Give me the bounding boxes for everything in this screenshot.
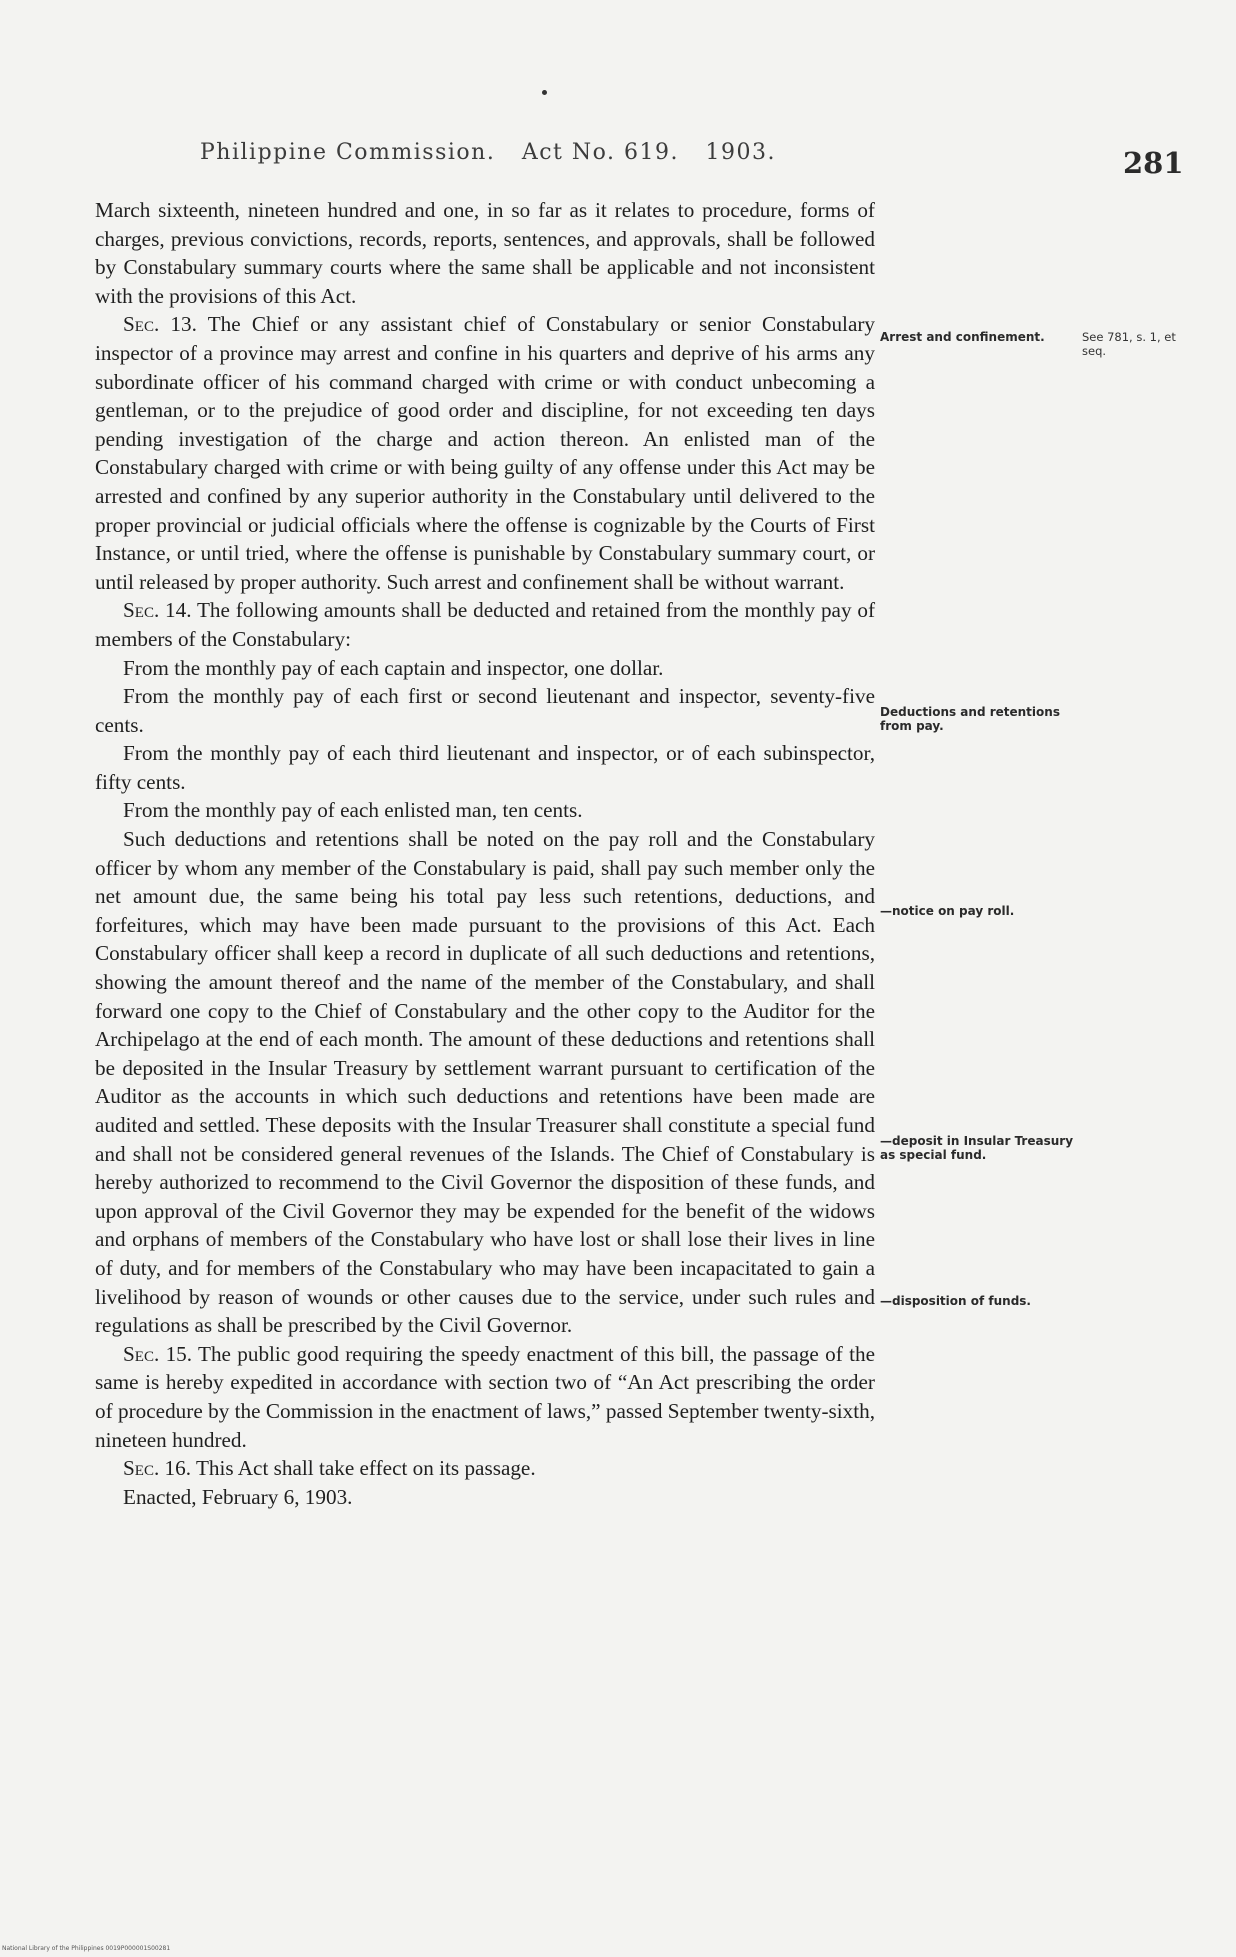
- section-label: Sec. 16.: [123, 1456, 192, 1481]
- paragraph: From the monthly pay of each third lieutenant and inspector, or of each subinspector, fifty cents.: [95, 741, 875, 794]
- running-header: [200, 140, 794, 165]
- margin-note-deposit: —deposit in Insular Treasury as special fund.: [880, 1134, 1074, 1162]
- body-text: [95, 196, 875, 1511]
- enactment-date: Enacted, February 6, 1903.: [123, 1484, 353, 1509]
- page-number: 281: [1123, 146, 1184, 180]
- section-label: Sec. 15.: [123, 1341, 193, 1366]
- section-14: Sec. 14. The following amounts shall be deducted and retained from the monthly pay of members of the Constabulary:: [95, 598, 875, 651]
- cross-reference: See 781, s. 1, et seq.: [1082, 330, 1176, 358]
- header-year: 1903.: [705, 140, 776, 165]
- margin-note-disposition: —disposition of funds.: [880, 1294, 1031, 1308]
- section-15: Sec. 15. The public good requiring the speedy enactment of this bill, the passage of the same is hereby expedited in accordance with section two of “An Act prescribing the order of procedure by the Commission in the enactment of laws,” passed September twenty-sixth, nineteen hundred.: [95, 1341, 876, 1452]
- paragraph: From the monthly pay of each captain and inspector, one dollar.: [123, 655, 664, 680]
- section-label: Sec. 13.: [123, 312, 197, 337]
- section-label: Sec. 14.: [123, 598, 192, 623]
- paragraph: From the monthly pay of each enlisted man, ten cents.: [123, 798, 583, 823]
- scan-footer: National Library of the Philippines 0019P000001S00281: [2, 1945, 171, 1952]
- paragraph: From the monthly pay of each first or second lieutenant and inspector, seventy-five cents.: [95, 684, 875, 737]
- section-16: Sec. 16. This Act shall take effect on its passage.: [123, 1456, 536, 1481]
- act-number: Act No. 619.: [521, 140, 679, 165]
- ink-speck: [542, 90, 547, 95]
- margin-note-arrest: Arrest and confinement.: [880, 330, 1045, 344]
- margin-note-pay-roll: —notice on pay roll.: [880, 904, 1015, 918]
- paragraph: Such deductions and retentions shall be noted on the pay roll and the Constabulary officer by whom any member of the Constabulary is paid, shall pay such member only the net amount due, the same being his total pay less such retentions, deductions, and forfeitures, which may have been made pursuant to the provisions of this Act. Each Constabulary officer shall keep a record in duplicate of all such deductions and retentions, showing the amount thereof and the name of the member of the Constabulary, and shall forward one copy to the Chief of Constabulary and the other copy to the Auditor for the Archipelago at the end of each month. The amount of these deductions and retentions shall be deposited in the Insular Treasury by settlement warrant pursuant to certification of the Auditor as the accounts in which such deductions and retentions have been made are audited and settled. These deposits with the Insular Treasurer shall constitute a special fund and shall not be considered general revenues of the Islands. The Chief of Constabulary is hereby authorized to recommend to the Civil Governor the disposition of these funds, and upon approval of the Civil Governor they may be expended for the benefit of the widows and orphans of members of the Constabulary who have lost or shall lose their lives in line of duty, and for members of the Constabulary who may have been incapacitated to gain a livelihood by reason of wounds or other causes due to the service, under such rules and regulations as shall be prescribed by the Civil Governor.: [95, 827, 875, 1338]
- running-title: Philippine Commission.: [200, 140, 496, 165]
- section-13: Sec. 13. The Chief or any assistant chief of Constabulary or senior Constabulary inspector of a province may arrest and confine in his quarters and deprive of his arms any subordinate officer of his command charged with crime or with conduct unbecoming a gentleman, or to the prejudice of good order and discipline, for not exceeding ten days pending investigation of the charge and action thereon. An enlisted man of the Constabulary charged with crime or with being guilty of any offense under this Act may be arrested and confined by any superior authority in the Constabulary until delivered to the proper provincial or judicial officials where the offense is cognizable by the Courts of First Instance, or until tried, where the offense is punishable by Constabulary summary court, or until released by proper authority. Such arrest and confinement shall be without warrant.: [95, 312, 875, 594]
- margin-note-deductions: Deductions and retentions from pay.: [880, 705, 1060, 733]
- paragraph: March sixteenth, nineteen hundred and one, in so far as it relates to procedure, forms of charges, previous convictions, records, reports, sentences, and approvals, shall be followed by Constabulary summary courts where the same shall be applicable and not inconsistent with the provisions of this Act.: [95, 198, 875, 308]
